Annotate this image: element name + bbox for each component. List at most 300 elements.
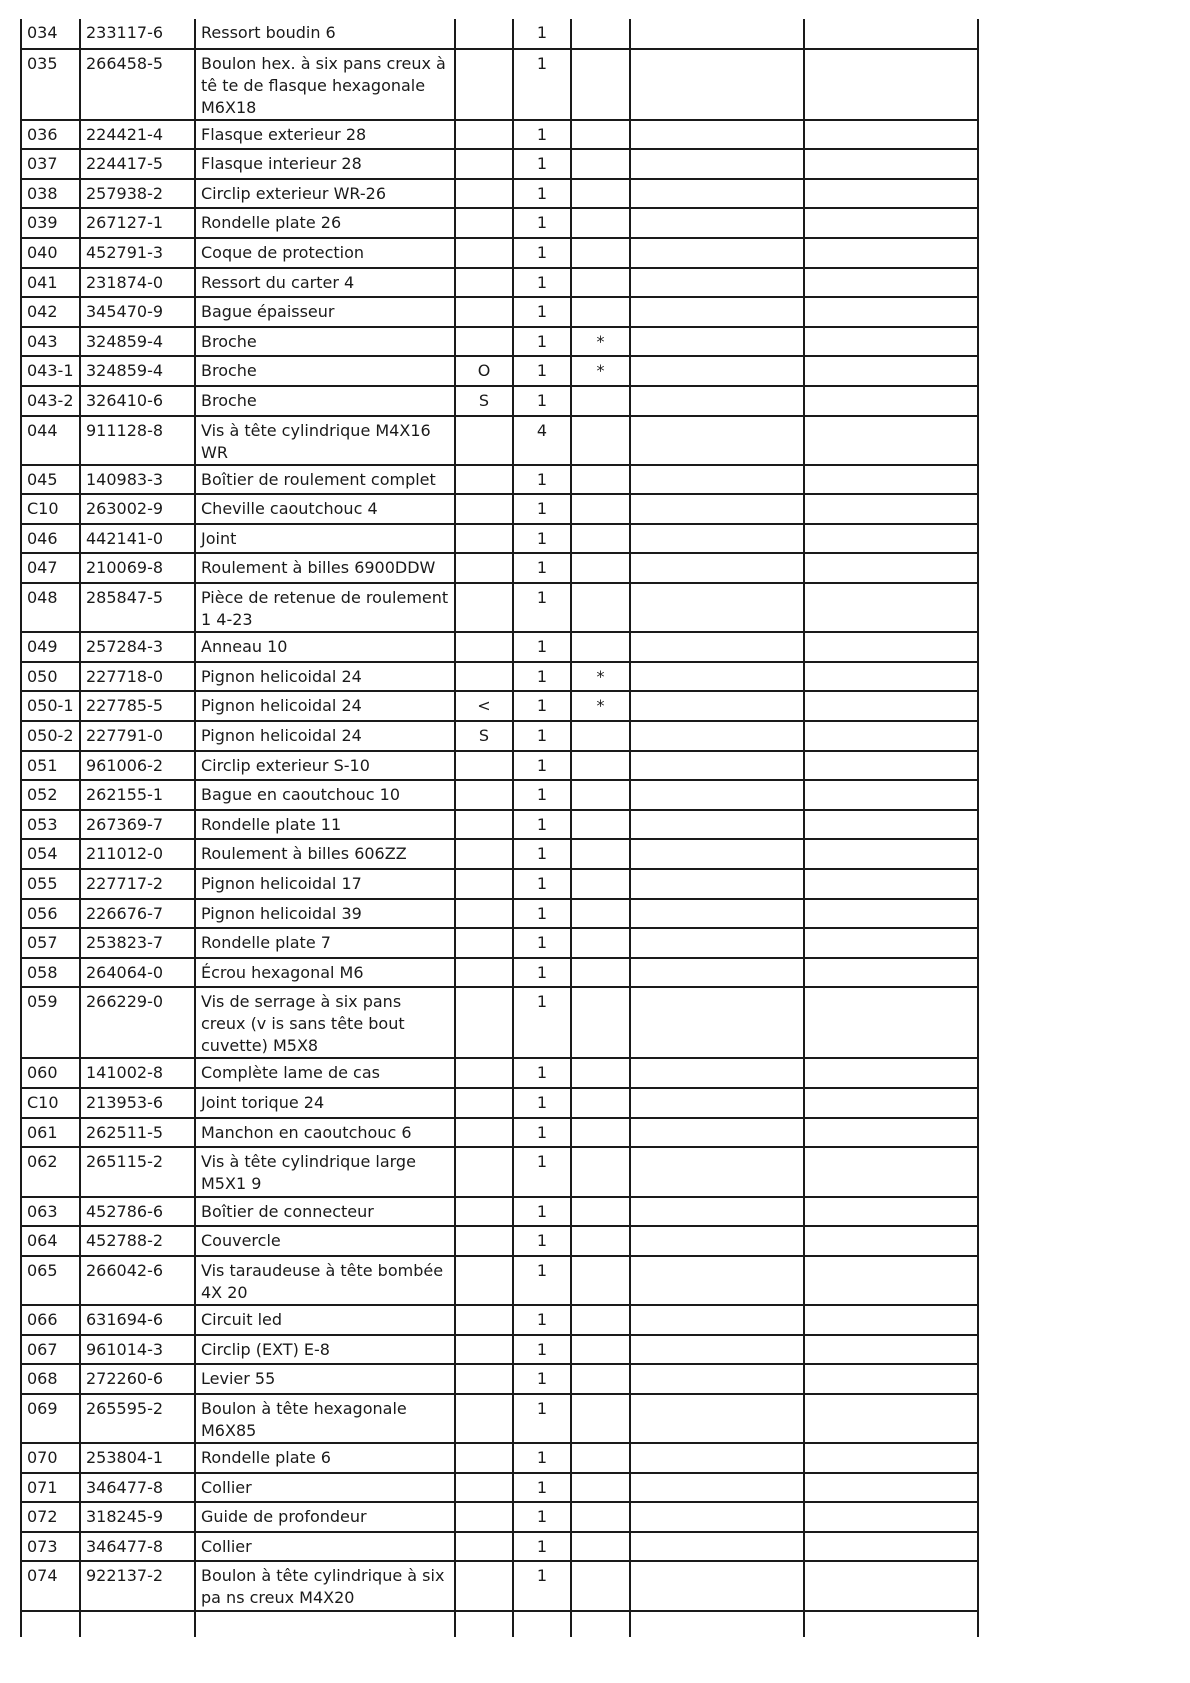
cell-blank: [630, 19, 804, 49]
parts-table-body: [21, 19, 978, 1637]
cell-part-number: [80, 1611, 195, 1637]
cell-reference: 070: [21, 1443, 80, 1473]
cell-blank: [630, 416, 804, 465]
table-row: [21, 1088, 978, 1118]
table-row: [21, 869, 978, 899]
cell-reference: 072: [21, 1502, 80, 1532]
cell-blank: [630, 780, 804, 810]
cell-part-number: 326410-6: [80, 386, 195, 416]
table-row: [21, 632, 978, 662]
cell-blank: [804, 1335, 978, 1365]
cell-blank: [804, 1256, 978, 1305]
cell-description: Circlip exterieur WR-26: [195, 179, 455, 209]
cell-note-mark: [571, 1088, 630, 1118]
cell-blank: [630, 268, 804, 298]
cell-variant-code: [455, 297, 513, 327]
cell-blank: [804, 1394, 978, 1443]
cell-blank: [804, 386, 978, 416]
cell-description: Broche: [195, 356, 455, 386]
table-row: [21, 494, 978, 524]
cell-blank: [804, 583, 978, 632]
cell-variant-code: [455, 1561, 513, 1610]
cell-reference: 056: [21, 899, 80, 929]
cell-blank: [630, 987, 804, 1058]
cell-quantity: 1: [513, 899, 571, 929]
cell-part-number: 141002-8: [80, 1058, 195, 1088]
cell-quantity: 1: [513, 524, 571, 554]
table-row: [21, 810, 978, 840]
table-row: [21, 1256, 978, 1305]
cell-note-mark: [571, 1611, 630, 1637]
cell-reference: 050-1: [21, 691, 80, 721]
cell-quantity: 1: [513, 583, 571, 632]
table-row: [21, 120, 978, 150]
cell-blank: [630, 583, 804, 632]
cell-description: Circuit led: [195, 1305, 455, 1335]
cell-note-mark: [571, 238, 630, 268]
cell-quantity: 1: [513, 238, 571, 268]
cell-note-mark: [571, 494, 630, 524]
cell-note-mark: [571, 19, 630, 49]
cell-blank: [630, 179, 804, 209]
cell-variant-code: [455, 327, 513, 357]
cell-quantity: 1: [513, 928, 571, 958]
cell-blank: [804, 149, 978, 179]
cell-quantity: 4: [513, 416, 571, 465]
cell-variant-code: [455, 1611, 513, 1637]
cell-part-number: 452786-6: [80, 1197, 195, 1227]
cell-description: Roulement à billes 6900DDW: [195, 553, 455, 583]
cell-blank: [804, 1118, 978, 1148]
cell-blank: [630, 662, 804, 692]
cell-blank: [804, 120, 978, 150]
cell-blank: [804, 691, 978, 721]
cell-quantity: 1: [513, 721, 571, 751]
cell-variant-code: [455, 149, 513, 179]
cell-blank: [804, 327, 978, 357]
cell-description: Vis taraudeuse à tête bombée 4X 20: [195, 1256, 455, 1305]
cell-quantity: 1: [513, 386, 571, 416]
cell-description: Joint torique 24: [195, 1088, 455, 1118]
cell-blank: [630, 524, 804, 554]
cell-blank: [630, 1394, 804, 1443]
cell-reference: 068: [21, 1364, 80, 1394]
cell-variant-code: [455, 1256, 513, 1305]
table-row: [21, 1197, 978, 1227]
cell-blank: [630, 1561, 804, 1610]
cell-part-number: 227785-5: [80, 691, 195, 721]
table-row: [21, 553, 978, 583]
cell-quantity: 1: [513, 810, 571, 840]
cell-reference: 043-2: [21, 386, 80, 416]
cell-reference: 058: [21, 958, 80, 988]
cell-blank: [630, 149, 804, 179]
table-row: [21, 1443, 978, 1473]
table-row: [21, 416, 978, 465]
cell-part-number: 227718-0: [80, 662, 195, 692]
cell-blank: [630, 1058, 804, 1088]
cell-part-number: 285847-5: [80, 583, 195, 632]
cell-description: Circlip (EXT) E-8: [195, 1335, 455, 1365]
cell-variant-code: [455, 416, 513, 465]
cell-note-mark: [571, 721, 630, 751]
cell-blank: [630, 49, 804, 120]
cell-blank: [630, 1118, 804, 1148]
cell-variant-code: [455, 1118, 513, 1148]
cell-description: Ressort du carter 4: [195, 268, 455, 298]
cell-variant-code: [455, 494, 513, 524]
cell-part-number: 265115-2: [80, 1147, 195, 1196]
table-row: [21, 1561, 978, 1610]
cell-note-mark: [571, 1561, 630, 1610]
table-row: [21, 238, 978, 268]
cell-quantity: 1: [513, 780, 571, 810]
cell-blank: [804, 839, 978, 869]
cell-reference: 043-1: [21, 356, 80, 386]
cell-blank: [804, 1443, 978, 1473]
cell-variant-code: [455, 1305, 513, 1335]
cell-note-mark: [571, 1197, 630, 1227]
cell-part-number: 233117-6: [80, 19, 195, 49]
cell-blank: [804, 19, 978, 49]
cell-quantity: 1: [513, 19, 571, 49]
table-row: [21, 208, 978, 238]
cell-variant-code: [455, 839, 513, 869]
cell-quantity: 1: [513, 208, 571, 238]
cell-blank: [804, 1226, 978, 1256]
cell-quantity: 1: [513, 1197, 571, 1227]
cell-variant-code: [455, 583, 513, 632]
cell-blank: [804, 1197, 978, 1227]
cell-variant-code: [455, 49, 513, 120]
cell-note-mark: [571, 1364, 630, 1394]
cell-blank: [630, 327, 804, 357]
cell-description: Vis de serrage à six pans creux (v is sans tête bout cuvette) M5X8: [195, 987, 455, 1058]
cell-description: Broche: [195, 327, 455, 357]
cell-description: Broche: [195, 386, 455, 416]
cell-variant-code: O: [455, 356, 513, 386]
cell-blank: [804, 751, 978, 781]
cell-blank: [804, 49, 978, 120]
cell-quantity: 1: [513, 958, 571, 988]
cell-note-mark: [571, 297, 630, 327]
cell-quantity: 1: [513, 49, 571, 120]
cell-reference: 043: [21, 327, 80, 357]
cell-note-mark: [571, 208, 630, 238]
cell-quantity: 1: [513, 1256, 571, 1305]
cell-description: Roulement à billes 606ZZ: [195, 839, 455, 869]
cell-description: Pignon helicoidal 24: [195, 662, 455, 692]
cell-blank: [804, 958, 978, 988]
table-row: [21, 49, 978, 120]
cell-reference: 066: [21, 1305, 80, 1335]
cell-quantity: 1: [513, 1561, 571, 1610]
table-row: [21, 327, 978, 357]
cell-reference: 062: [21, 1147, 80, 1196]
cell-part-number: 227791-0: [80, 721, 195, 751]
table-row: [21, 1147, 978, 1196]
cell-blank: [630, 958, 804, 988]
cell-reference: [21, 1611, 80, 1637]
cell-blank: [630, 1443, 804, 1473]
cell-variant-code: [455, 1394, 513, 1443]
cell-quantity: 1: [513, 1364, 571, 1394]
cell-part-number: 224417-5: [80, 149, 195, 179]
cell-quantity: 1: [513, 1443, 571, 1473]
cell-description: Boîtier de roulement complet: [195, 465, 455, 495]
cell-variant-code: [455, 1088, 513, 1118]
cell-quantity: 1: [513, 987, 571, 1058]
cell-variant-code: [455, 1147, 513, 1196]
cell-description: Bague en caoutchouc 10: [195, 780, 455, 810]
cell-part-number: 324859-4: [80, 327, 195, 357]
cell-description: Bague épaisseur: [195, 297, 455, 327]
cell-variant-code: [455, 987, 513, 1058]
cell-note-mark: [571, 780, 630, 810]
cell-description: Pignon helicoidal 24: [195, 721, 455, 751]
cell-part-number: 262511-5: [80, 1118, 195, 1148]
cell-description: Coque de protection: [195, 238, 455, 268]
cell-variant-code: [455, 120, 513, 150]
cell-part-number: 452791-3: [80, 238, 195, 268]
cell-blank: [630, 1088, 804, 1118]
cell-quantity: 1: [513, 1305, 571, 1335]
cell-part-number: 324859-4: [80, 356, 195, 386]
cell-variant-code: S: [455, 721, 513, 751]
cell-blank: [804, 1611, 978, 1637]
cell-description: Rondelle plate 6: [195, 1443, 455, 1473]
table-row: [21, 1058, 978, 1088]
cell-note-mark: [571, 928, 630, 958]
cell-description: Flasque interieur 28: [195, 149, 455, 179]
cell-description: Joint: [195, 524, 455, 554]
cell-reference: 045: [21, 465, 80, 495]
cell-part-number: 346477-8: [80, 1473, 195, 1503]
cell-blank: [804, 928, 978, 958]
cell-blank: [630, 553, 804, 583]
cell-reference: 048: [21, 583, 80, 632]
cell-blank: [630, 1226, 804, 1256]
cell-quantity: 1: [513, 662, 571, 692]
cell-reference: C10: [21, 494, 80, 524]
cell-variant-code: [455, 1473, 513, 1503]
cell-description: Boulon à tête cylindrique à six pa ns creux M4X20: [195, 1561, 455, 1610]
table-row: [21, 958, 978, 988]
cell-reference: 065: [21, 1256, 80, 1305]
cell-blank: [630, 1611, 804, 1637]
cell-variant-code: [455, 1226, 513, 1256]
cell-quantity: 1: [513, 327, 571, 357]
cell-quantity: 1: [513, 869, 571, 899]
cell-blank: [804, 632, 978, 662]
cell-blank: [804, 297, 978, 327]
cell-note-mark: *: [571, 327, 630, 357]
cell-quantity: 1: [513, 120, 571, 150]
cell-variant-code: [455, 19, 513, 49]
cell-note-mark: [571, 268, 630, 298]
cell-description: [195, 1611, 455, 1637]
cell-part-number: 267369-7: [80, 810, 195, 840]
cell-part-number: 253823-7: [80, 928, 195, 958]
cell-description: Collier: [195, 1473, 455, 1503]
cell-note-mark: [571, 149, 630, 179]
cell-blank: [804, 356, 978, 386]
cell-note-mark: [571, 632, 630, 662]
cell-description: Boulon à tête hexagonale M6X85: [195, 1394, 455, 1443]
cell-blank: [630, 928, 804, 958]
cell-quantity: 1: [513, 1394, 571, 1443]
cell-blank: [804, 238, 978, 268]
cell-description: Rondelle plate 26: [195, 208, 455, 238]
cell-note-mark: [571, 1394, 630, 1443]
cell-variant-code: [455, 553, 513, 583]
cell-blank: [630, 810, 804, 840]
cell-blank: [630, 1335, 804, 1365]
cell-part-number: 224421-4: [80, 120, 195, 150]
cell-part-number: 961006-2: [80, 751, 195, 781]
cell-reference: 034: [21, 19, 80, 49]
cell-reference: 049: [21, 632, 80, 662]
cell-quantity: 1: [513, 1532, 571, 1562]
cell-blank: [630, 356, 804, 386]
cell-blank: [804, 416, 978, 465]
cell-blank: [804, 869, 978, 899]
cell-part-number: 264064-0: [80, 958, 195, 988]
cell-description: Flasque exterieur 28: [195, 120, 455, 150]
cell-blank: [804, 662, 978, 692]
cell-part-number: 213953-6: [80, 1088, 195, 1118]
cell-blank: [804, 899, 978, 929]
cell-quantity: 1: [513, 751, 571, 781]
cell-part-number: 262155-1: [80, 780, 195, 810]
cell-blank: [804, 1088, 978, 1118]
cell-blank: [804, 1473, 978, 1503]
table-row: [21, 1532, 978, 1562]
cell-reference: 069: [21, 1394, 80, 1443]
cell-reference: 071: [21, 1473, 80, 1503]
cell-blank: [630, 120, 804, 150]
table-row: [21, 662, 978, 692]
cell-blank: [630, 1473, 804, 1503]
cell-quantity: 1: [513, 297, 571, 327]
cell-description: Anneau 10: [195, 632, 455, 662]
table-row: [21, 1364, 978, 1394]
table-row: [21, 691, 978, 721]
cell-part-number: 211012-0: [80, 839, 195, 869]
cell-variant-code: [455, 751, 513, 781]
cell-quantity: 1: [513, 691, 571, 721]
cell-variant-code: [455, 465, 513, 495]
table-row: [21, 179, 978, 209]
cell-variant-code: [455, 208, 513, 238]
cell-note-mark: [571, 839, 630, 869]
cell-note-mark: [571, 386, 630, 416]
cell-reference: 057: [21, 928, 80, 958]
cell-quantity: 1: [513, 1088, 571, 1118]
table-row: [21, 268, 978, 298]
cell-part-number: 911128-8: [80, 416, 195, 465]
cell-note-mark: [571, 1058, 630, 1088]
cell-part-number: 226676-7: [80, 899, 195, 929]
cell-description: Couvercle: [195, 1226, 455, 1256]
cell-variant-code: [455, 899, 513, 929]
cell-note-mark: *: [571, 662, 630, 692]
cell-blank: [804, 1305, 978, 1335]
cell-variant-code: [455, 1532, 513, 1562]
cell-part-number: 631694-6: [80, 1305, 195, 1335]
cell-note-mark: [571, 1118, 630, 1148]
cell-quantity: 1: [513, 839, 571, 869]
cell-variant-code: [455, 810, 513, 840]
cell-blank: [630, 238, 804, 268]
cell-blank: [630, 1197, 804, 1227]
cell-reference: C10: [21, 1088, 80, 1118]
cell-variant-code: [455, 238, 513, 268]
cell-blank: [804, 1502, 978, 1532]
table-row: [21, 583, 978, 632]
cell-blank: [630, 465, 804, 495]
cell-note-mark: [571, 751, 630, 781]
cell-reference: 044: [21, 416, 80, 465]
cell-blank: [804, 780, 978, 810]
cell-variant-code: [455, 662, 513, 692]
cell-description: Pièce de retenue de roulement 1 4-23: [195, 583, 455, 632]
cell-part-number: 318245-9: [80, 1502, 195, 1532]
cell-description: Levier 55: [195, 1364, 455, 1394]
cell-blank: [630, 899, 804, 929]
cell-reference: 064: [21, 1226, 80, 1256]
cell-description: Guide de profondeur: [195, 1502, 455, 1532]
cell-variant-code: [455, 179, 513, 209]
cell-blank: [804, 465, 978, 495]
cell-part-number: 345470-9: [80, 297, 195, 327]
table-row: [21, 1335, 978, 1365]
cell-note-mark: [571, 1305, 630, 1335]
cell-note-mark: [571, 120, 630, 150]
cell-description: Pignon helicoidal 24: [195, 691, 455, 721]
cell-blank: [630, 1532, 804, 1562]
cell-reference: 051: [21, 751, 80, 781]
cell-variant-code: [455, 928, 513, 958]
cell-reference: 054: [21, 839, 80, 869]
cell-part-number: 961014-3: [80, 1335, 195, 1365]
cell-reference: 047: [21, 553, 80, 583]
cell-note-mark: *: [571, 691, 630, 721]
cell-note-mark: [571, 1335, 630, 1365]
cell-blank: [804, 208, 978, 238]
cell-reference: 061: [21, 1118, 80, 1148]
cell-reference: 050-2: [21, 721, 80, 751]
cell-description: Collier: [195, 1532, 455, 1562]
cell-blank: [630, 751, 804, 781]
cell-blank: [804, 810, 978, 840]
cell-quantity: 1: [513, 1502, 571, 1532]
cell-part-number: 272260-6: [80, 1364, 195, 1394]
cell-quantity: 1: [513, 1335, 571, 1365]
cell-blank: [630, 839, 804, 869]
cell-part-number: 266042-6: [80, 1256, 195, 1305]
cell-blank: [804, 268, 978, 298]
cell-blank: [630, 386, 804, 416]
cell-description: Boulon hex. à six pans creux à tê te de flasque hexagonale M6X18: [195, 49, 455, 120]
cell-blank: [630, 1364, 804, 1394]
parts-table: [20, 19, 979, 1637]
cell-blank: [630, 869, 804, 899]
cell-part-number: 452788-2: [80, 1226, 195, 1256]
cell-description: Complète lame de cas: [195, 1058, 455, 1088]
cell-blank: [630, 632, 804, 662]
cell-description: Rondelle plate 11: [195, 810, 455, 840]
